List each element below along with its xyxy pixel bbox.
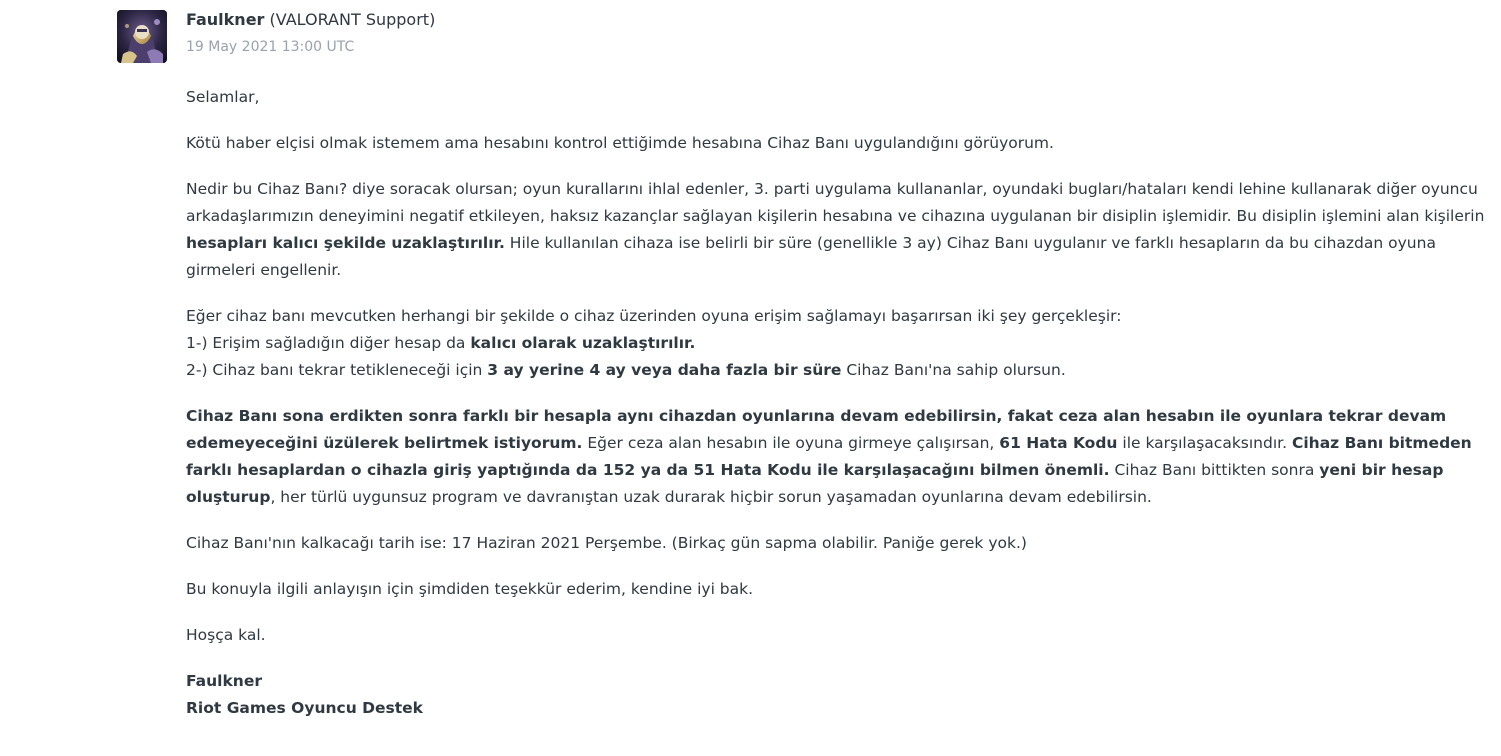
paragraph-7: Hoşça kal. [186, 626, 266, 644]
post-timestamp: 19 May 2021 13:00 UTC [186, 39, 355, 55]
p3-item-2-bold: 3 ay yerine 4 ay veya daha fazla bir süre [487, 361, 842, 379]
p4-bold-e: Cihaz Banı bitmeden farklı hesaplardan o cihazla giriş yaptığında da 152 ya da 51 Hata Kodu ile karşılaşacağını bilmen önemli. [186, 434, 1472, 479]
author-avatar[interactable] [117, 10, 167, 63]
p2-bold: hesapları kalıcı şekilde uzaklaştırılır. [186, 234, 505, 252]
p3-item-1: 1-) Erişim sağladığın diğer hesap da [186, 334, 471, 352]
p3-item-2-end: Cihaz Banı'na sahip olursun. [841, 361, 1066, 379]
paragraph-6: Bu konuyla ilgili anlayışın için şimdiden teşekkür ederim, kendine iyi bak. [186, 580, 754, 598]
p2-text-c: Hile kullanılan cihaza ise belirli bir süre (genellikle 3 ay) Cihaz Banı uygulanır ve farklı hesapların da bu cihazdan oyuna girmeleri engellenir. [186, 234, 1436, 279]
p4-text-h: , her türlü uygunsuz program ve davranıştan uzak durarak hiçbir sorun yaşamadan oyunlarına devam edebilirsin. [270, 488, 1152, 506]
p4-text-d: ile karşılaşacaksındır. [1117, 434, 1292, 452]
p4-bold-g: yeni bir hesap oluşturup [186, 461, 1444, 506]
greeting: Selamlar, [186, 88, 260, 106]
message-body [186, 84, 1486, 722]
paragraph-4 [186, 403, 1486, 511]
p4-bold-c: 61 Hata Kodu [999, 434, 1118, 452]
p3-item-2: 2-) Cihaz banı tekrar tetikleneceği için [186, 361, 488, 379]
author-name[interactable]: Faulkner [186, 10, 265, 29]
author-line [186, 10, 435, 30]
paragraph-3 [186, 303, 1486, 384]
paragraph-2 [186, 176, 1486, 284]
signature [186, 668, 1486, 722]
signature-name: Faulkner [186, 672, 262, 690]
paragraph-5: Cihaz Banı'nın kalkacağı tarih ise: 17 Haziran 2021 Perşembe. (Birkaç gün sapma olabilir. Paniğe gerek yok.) [186, 534, 1027, 552]
p4-text-f: Cihaz Banı bittikten sonra [1109, 461, 1320, 479]
p2-text-a: Nedir bu Cihaz Banı? diye soracak olursan; oyun kurallarını ihlal edenler, 3. parti uygulama kullananlar, oyundaki bugları/hataları kendi lehine kullanarak diğer oyuncu arkadaşlarımızın deneyimini negatif etkileyen, haksız kazançlar sağlayan kişilerin hesabına ve cihazına uygulanan bir disiplin işlemidir. Bu disiplin işlemini alan kişilerin [186, 180, 1485, 225]
author-role: (VALORANT Support) [269, 10, 436, 29]
avatar-image [117, 10, 167, 63]
p3-item-1-bold: kalıcı olarak uzaklaştırılır. [470, 334, 696, 352]
paragraph-1: Kötü haber elçisi olmak istemem ama hesabını kontrol ettiğimde hesabına Cihaz Banı uygulandığını görüyorum. [186, 134, 1054, 152]
p4-text-b: Eğer ceza alan hesabın ile oyuna girmeye çalışırsan, [582, 434, 1000, 452]
p3-intro: Eğer cihaz banı mevcutken herhangi bir şekilde o cihaz üzerinden oyuna erişim sağlamayı başarırsan iki şey gerçekleşir: [186, 307, 1122, 325]
p4-bold-a: Cihaz Banı sona erdikten sonra farklı bir hesapla aynı cihazdan oyunlarına devam edebilirsin, fakat ceza alan hesabın ile oyunlara tekrar devam edemeyeceğini üzülerek belirtmek istiyorum. [186, 407, 1447, 452]
signature-team: Riot Games Oyuncu Destek [186, 699, 423, 717]
